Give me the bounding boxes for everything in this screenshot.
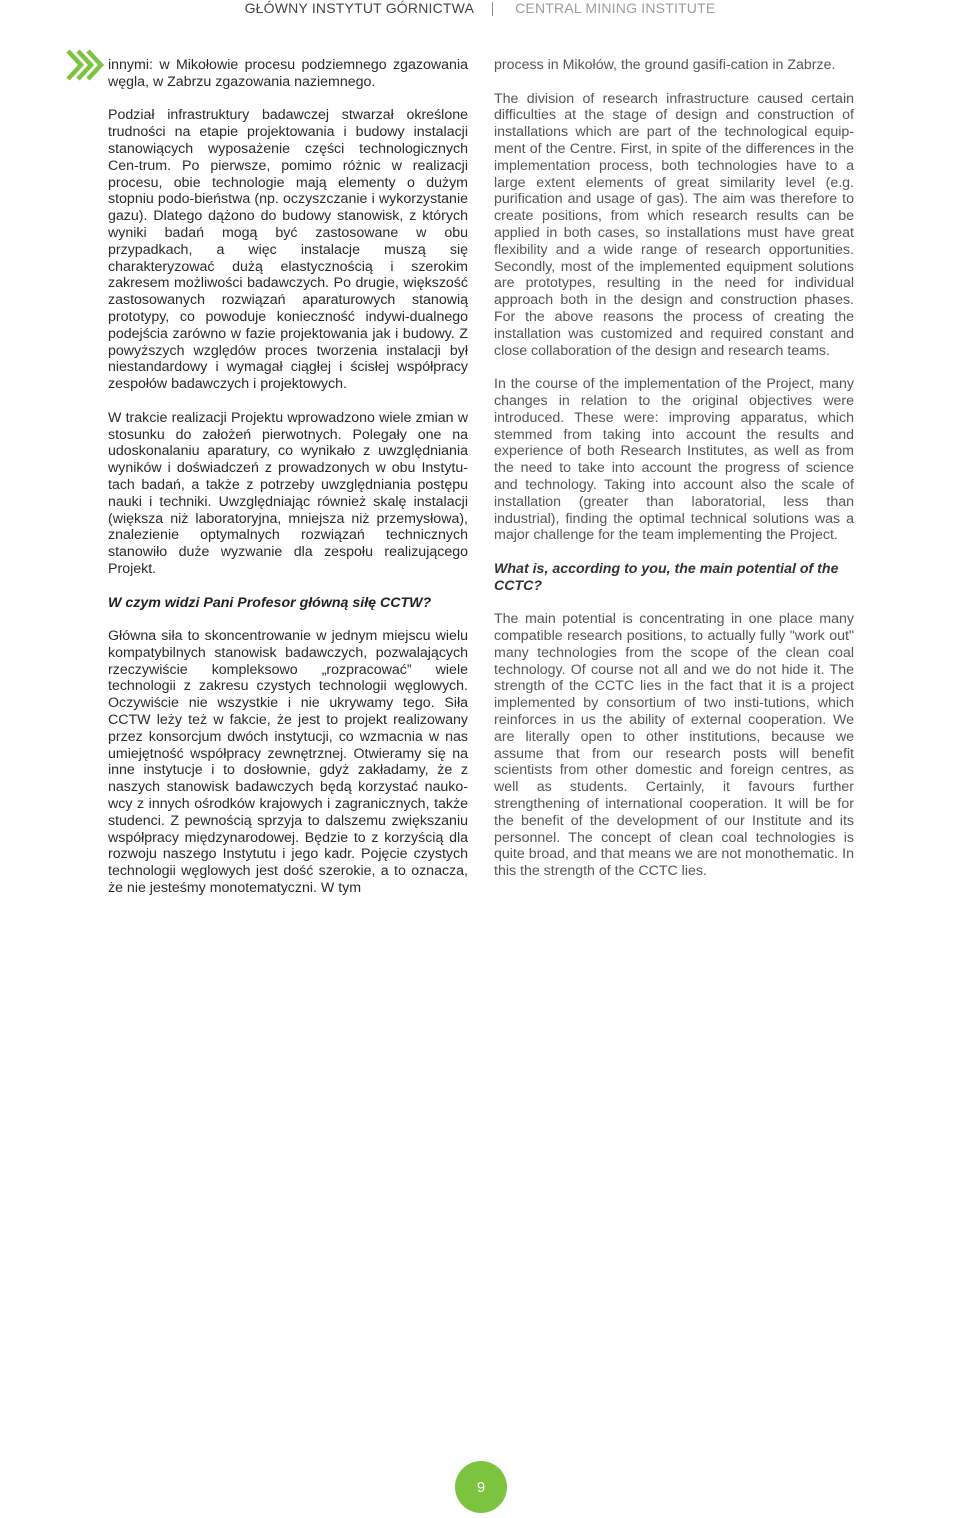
interview-answer-pl: Główna siła to skoncentrowanie w jednym miejscu wielu kompatybilnych stanowisk badawczych, pozwalających rzeczywiście kompleksowo „rozpracować” wiele technologii z zakresu czystych technologii węglowych. Oczywiście nie wszystkie i nie ukrywamy tego. Siła CCTW leży też w fakcie, że jest to projekt realizowany przez konsorcjum dwóch instytucji, co wzmacnia w nas umiejętność współpracy zewnętrznej. Otwieramy się na inne instytucje i to dosłownie, gdyż zakładamy, że z naszych stanowisk badawczych będą korzystać nauko-wcy z innych ośrodków krajowych i zagranicznych, także studenci. Z pewnością sprzyja to dalszemu zwiększaniu współpracy międzynarodowej. Będzie to z korzyścią dla rozwoju naszego Instytutu i jego kadr. Pojęcie czystych technologii węglowych jest dość szerokie, a to oznacza, że nie jesteśmy monotematyczni. W tym	[108, 628, 468, 897]
paragraph-en-3: In the course of the implementation of the Project, many changes in relation to the original objectives were introduced. These were: improving apparatus, which stemmed from taking into account the results and experience of both Research Institutes, as well as from the need to take into account the progress of science and technology. Taking into account also the scale of installation (greater than laboratorial, less than industrial), finding the optimal technical solutions was a major challenge for the team implementing the Project.	[494, 376, 854, 544]
interview-answer-en: The main potential is concentrating in one place many compatible research positions, to actually fully "work out" many technologies from the scope of the clean coal technology. Of course not all and we do not hide it. The strength of the CCTC lies in the fact that it is a project implemented by consortium of two insti-tutions, which reinforces in us the ability of external cooperation. We are literally open to other institutions, because we assume that from our research posts will benefit scientists from other domestic and foreign centres, as well as students. Certainly, it favours further strengthening of international cooperation. It will be for the benefit of the development of our Institute and its personnel. The concept of clean coal technologies is quite broad, and that means we are not monothematic. In this the strength of the CCTC lies.	[494, 611, 854, 880]
paragraph-en-1: process in Mikołów, the ground gasifi-cation in Zabrze.	[494, 57, 836, 73]
interview-question-pl: W czym widzi Pani Profesor główną siłę CCTW?	[108, 594, 432, 611]
interview-question-en: What is, according to you, the main potential of the CCTC?	[494, 560, 839, 594]
paragraph-en-2: The division of research infrastructure caused certain difficulties at the stage of design and construction of installations which are part of the technological equip-ment of the Centre. First, in spite of the differences in the implementation process, both technologies have to a large extent elements of great similarity level (e.g. purification and usage of gas). The aim was therefore to create positions, from which research results can be applied in both cases, so installations must have great flexibility and a wide range of research opportunities. Secondly, most of the implemented equipment solutions are prototypes, resulting in the need for individual approach both in the design and construction phases. For the above reasons the process of creating the installation was customized and required constant and close collaboration of the design and research teams.	[494, 90, 854, 359]
paragraph-pl-2: Podział infrastruktury badawczej stwarzał określone trudności na etapie projektowania i budowy instalacji stanowiących wyposażenie części technologicznych Cen-trum. Po pierwsze, pomimo różnic w realizacji procesu, obie technologie mają elementy o dużym stopniu podo-bieństwa (np. oczyszczanie i wykorzystanie gazu). Dlatego dążono do budowy stanowisk, z których wyniki badań mogą być zastosowane w obu przypadkach, a więc instalacje muszą się charakteryzować dużą elastycznością i szerokim zakresem możliwości badawczych. Po drugie, większość zastosowanych rozwiązań aparaturowych stanowią prototypy, co powoduje konieczność indywi-dualnego podejścia zarówno w fazie projektowania jak i budowy. Z powyższych względów proces tworzenia instalacji był niestandardowy i wymagał ciągłej i ścisłej współpracy zespołów badawczych i projektowych.	[108, 107, 468, 393]
page-header	[0, 0, 960, 32]
paragraph-pl-3: W trakcie realizacji Projektu wprowadzono wiele zmian w stosunku do założeń pierwotnych. Polegały one na udoskonalaniu aparatury, co wynikało z uwzględniania wyników i doświadczeń z prowadzonych w obu Instytu-tach badań, a także z potrzeby uwzględniania postępu nauki i techniki. Uwzględniając również skalę instalacji (większa niż laboratoryjna, mniejsza niż przemysłowa), znalezienie optymalnych rozwiązań technicznych stanowiło duże wyzwanie dla zespołu realizującego Projekt.	[108, 409, 468, 577]
paragraph-pl-1: innymi: w Mikołowie procesu podziemnego zgazowania węgla, w Zabrzu zgazowania naziemnego.	[108, 57, 468, 90]
header-institute-pl: GŁÓWNY INSTYTUT GÓRNICTWA	[244, 0, 475, 16]
english-text-column	[494, 57, 854, 897]
header-institute-en: CENTRAL MINING INSTITUTE	[515, 0, 716, 16]
page-number: 9	[476, 1478, 486, 1496]
double-chevron-right-icon	[66, 48, 106, 82]
polish-text-column	[108, 57, 468, 914]
page-number-badge	[455, 1461, 507, 1513]
